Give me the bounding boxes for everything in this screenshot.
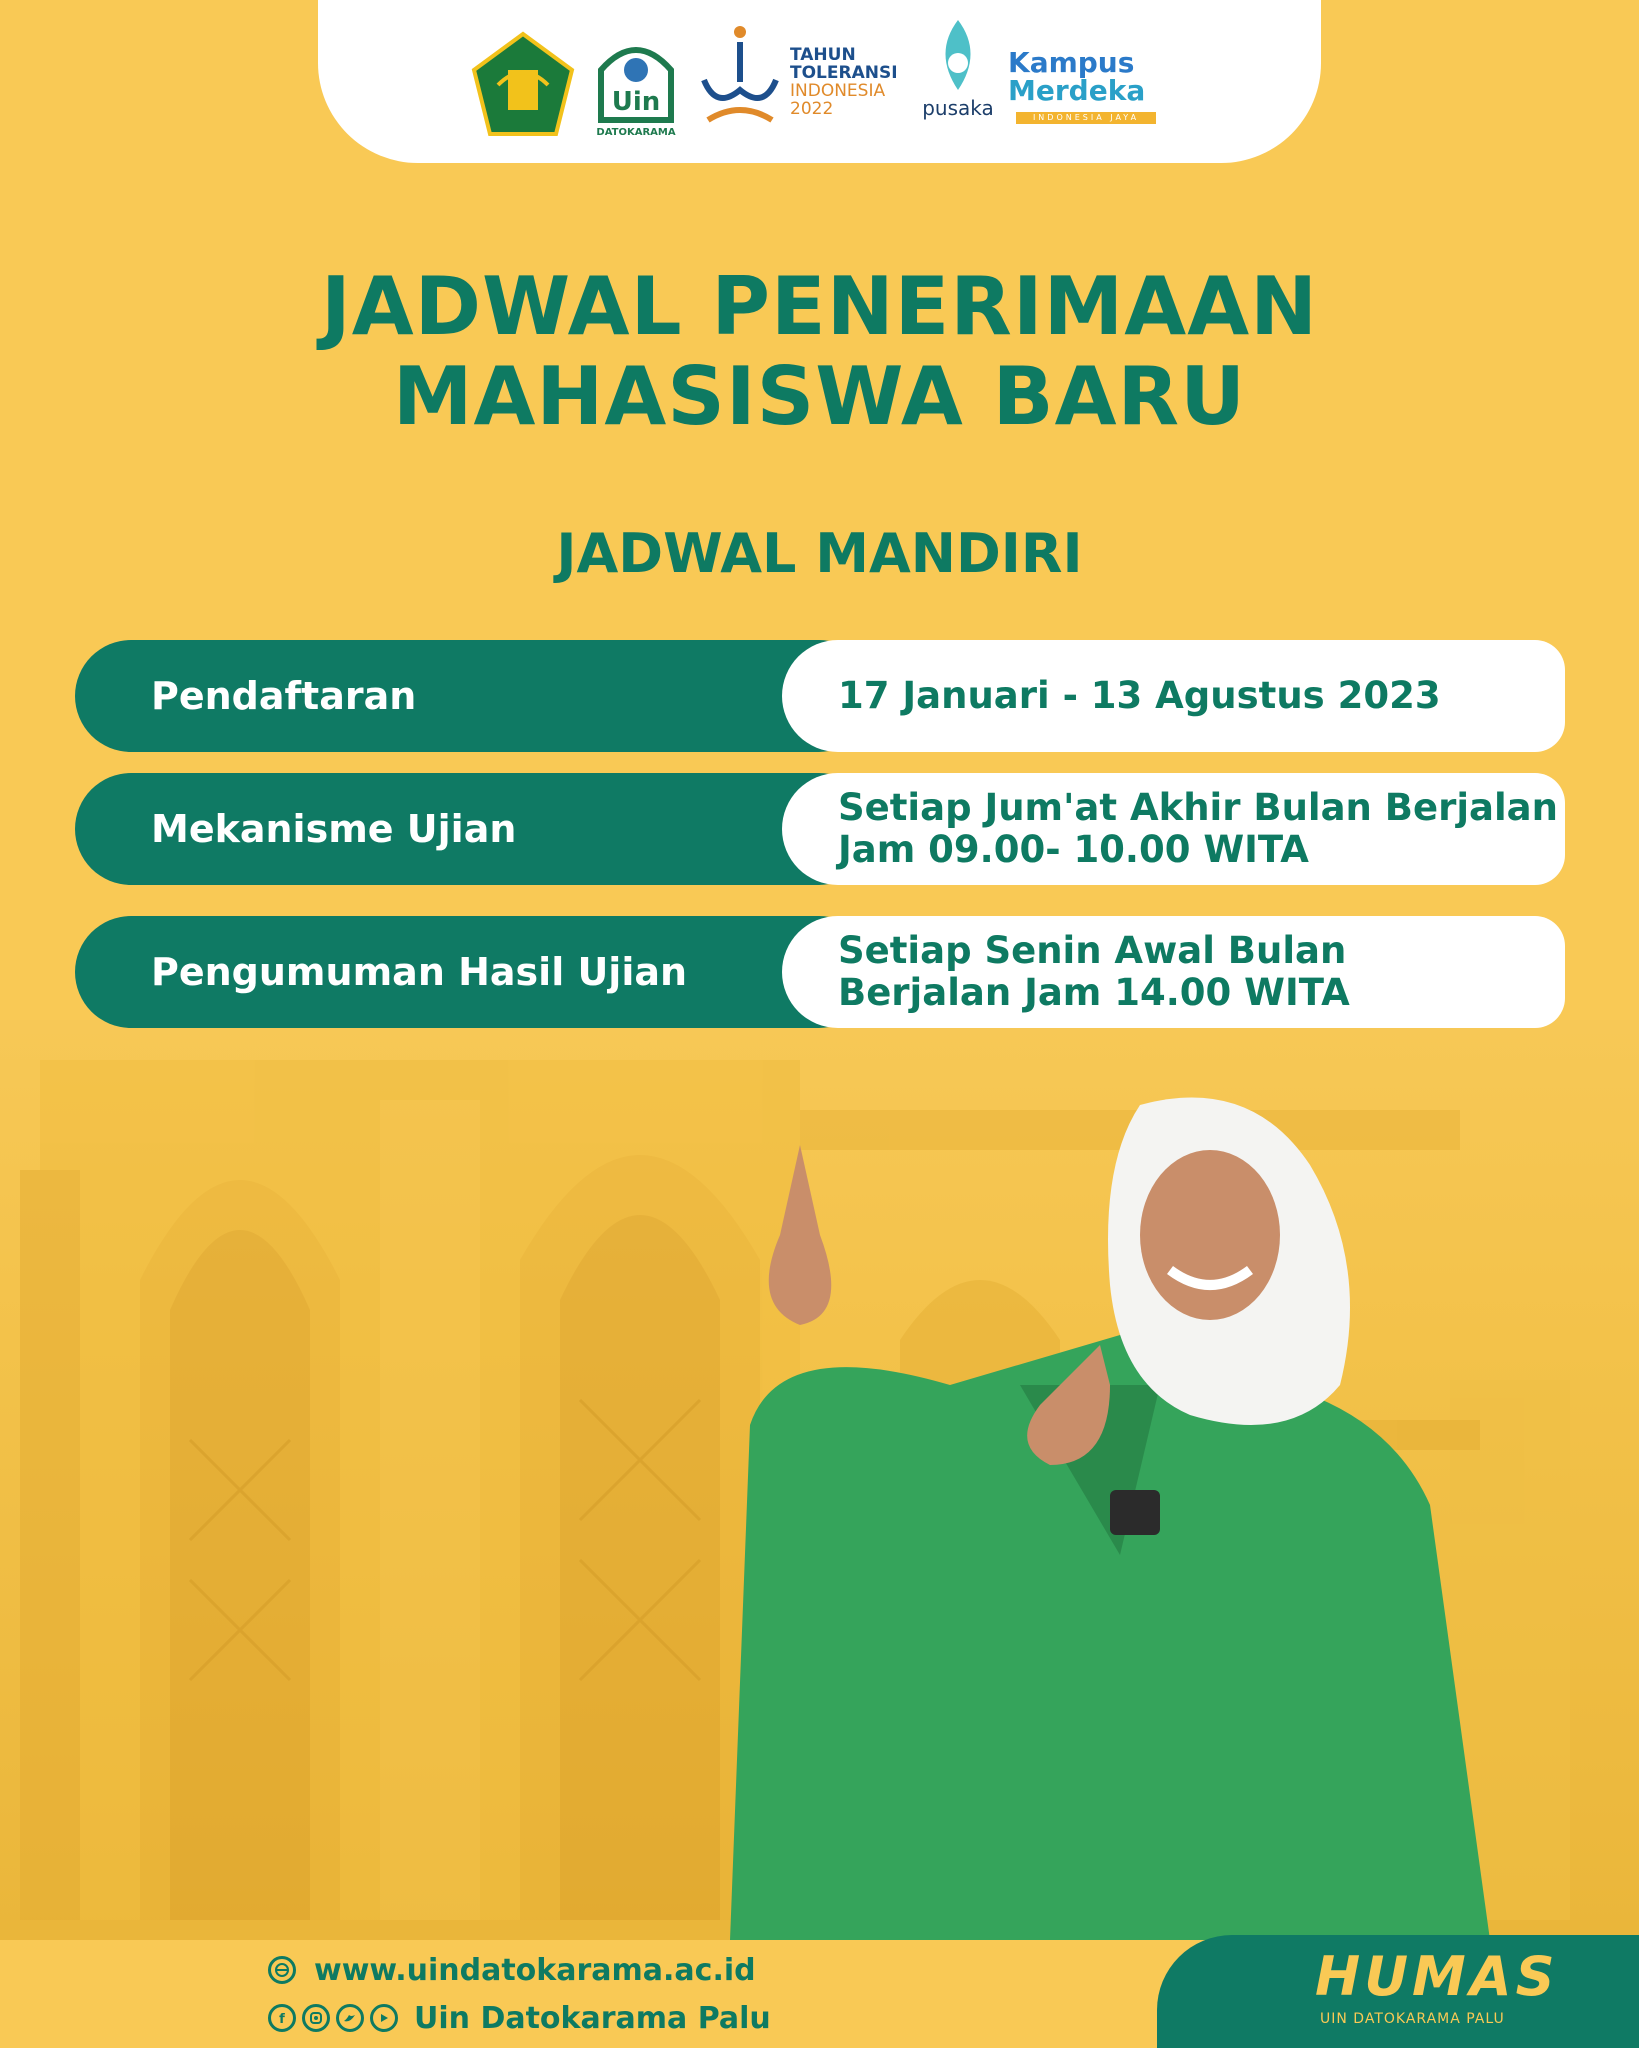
social-line bbox=[268, 1998, 771, 2038]
uin-datokarama-logo: Uin DATOKARAMA bbox=[586, 25, 686, 140]
schedule-label-pill: Mekanisme Ujian bbox=[75, 773, 875, 885]
footer-contacts bbox=[268, 1950, 771, 2046]
pusaka-logo: pusaka bbox=[913, 18, 1003, 143]
schedule-label-pill: Pengumuman Hasil Ujian bbox=[75, 916, 875, 1028]
kampus-merdeka-logo: Kampus Merdeka INDONESIA JAYA bbox=[1002, 8, 1172, 133]
twitter-icon[interactable] bbox=[336, 2004, 364, 2032]
globe-icon bbox=[268, 1956, 296, 1984]
humas-badge bbox=[1157, 1935, 1639, 2048]
facebook-icon[interactable] bbox=[268, 2004, 296, 2032]
logo-banner bbox=[318, 0, 1321, 163]
schedule-label-pill: Pendaftaran bbox=[75, 640, 875, 752]
instagram-icon[interactable] bbox=[302, 2004, 330, 2032]
schedule-row bbox=[75, 773, 1565, 885]
page-title: JADWAL PENERIMAAN MAHASISWA BARU bbox=[320, 260, 1319, 443]
schedule-row bbox=[75, 640, 1565, 752]
website-line bbox=[268, 1950, 771, 1990]
schedule-value-pill: 17 Januari - 13 Agustus 2023 bbox=[782, 640, 1565, 752]
schedule-value-pill: Setiap Senin Awal Bulan Berjalan Jam 14.00 WITA bbox=[782, 916, 1565, 1028]
svg-text:Uin: Uin bbox=[611, 87, 661, 117]
social-handle[interactable]: Uin Datokarama Palu bbox=[414, 2000, 771, 2036]
tahun-toleransi-logo: TAHUN TOLERANSI INDONESIA 2022 bbox=[696, 20, 906, 145]
student-photo bbox=[690, 1085, 1520, 1940]
humas-logo-text: HUMAS bbox=[1315, 1945, 1559, 2008]
svg-text:f: f bbox=[279, 2012, 285, 2025]
schedule-row bbox=[75, 916, 1565, 1028]
page-subtitle: JADWAL MANDIRI bbox=[556, 522, 1083, 585]
humas-subtitle: UIN DATOKARAMA PALU bbox=[1320, 2011, 1505, 2027]
youtube-icon[interactable] bbox=[370, 2004, 398, 2032]
website-link[interactable]: www.uindatokarama.ac.id bbox=[314, 1952, 756, 1988]
schedule-value-pill: Setiap Jum'at Akhir Bulan Berjalan Jam 09.00- 10.00 WITA bbox=[782, 773, 1565, 885]
kemenag-logo bbox=[468, 30, 578, 138]
